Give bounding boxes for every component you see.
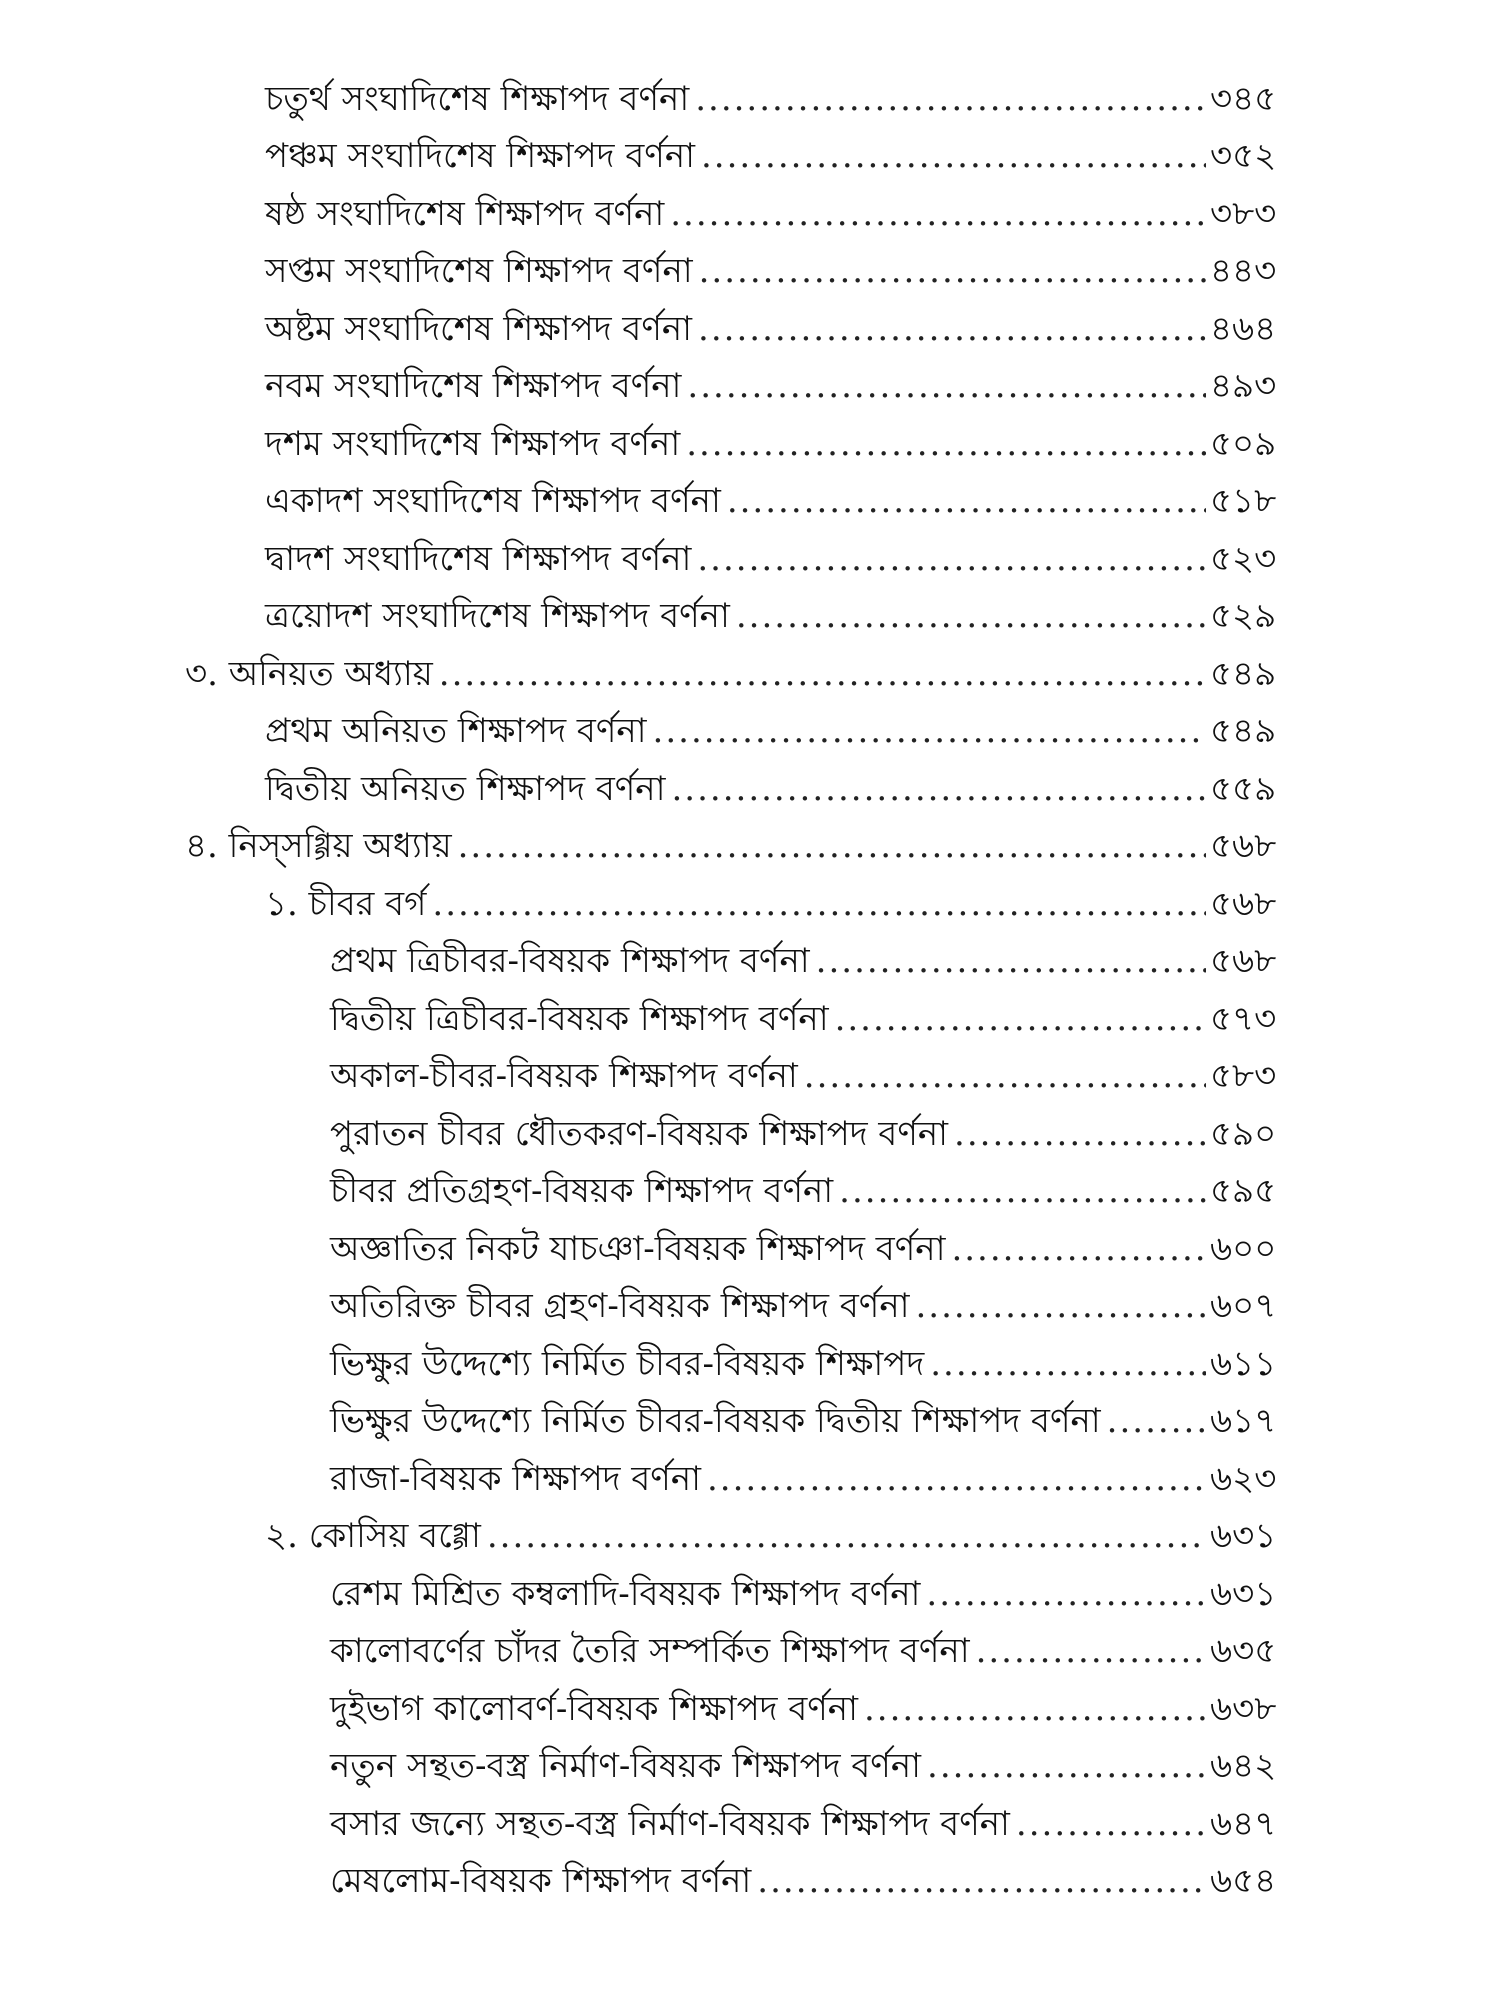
dot-leader — [695, 82, 1206, 116]
toc-entry-title: অষ্টম সংঘাদিশেষ শিক্ষাপদ বর্ণনা — [265, 308, 693, 349]
dot-leader — [1107, 1404, 1206, 1438]
toc-entry-page-number: ৫২৯ — [1210, 596, 1277, 637]
toc-entry — [0, 1623, 1500, 1681]
dot-leader — [736, 599, 1206, 633]
toc-entry — [0, 760, 1500, 818]
toc-entry-title: বসার জন্যে সন্থত-বস্ত্র নির্মাণ-বিষয়ক শিক্ষাপদ বর্ণনা — [330, 1803, 1010, 1844]
toc-entry-title: পঞ্চম সংঘাদিশেষ শিক্ষাপদ বর্ণনা — [265, 136, 695, 177]
toc-entry — [0, 530, 1500, 588]
dot-leader — [835, 1002, 1206, 1036]
toc-entry — [0, 1393, 1500, 1451]
dot-leader — [816, 944, 1206, 978]
dot-leader — [671, 772, 1206, 806]
toc-entry — [0, 300, 1500, 358]
toc-entry-title: নতুন সন্থত-বস্ত্র নির্মাণ-বিষয়ক শিক্ষাপদ বর্ণনা — [330, 1746, 922, 1787]
toc-entry-title: ষষ্ঠ সংঘাদিশেষ শিক্ষাপদ বর্ণনা — [265, 193, 665, 234]
dot-leader — [1016, 1807, 1206, 1841]
toc-entry-page-number: ৪৪৩ — [1210, 251, 1277, 292]
toc-entry-page-number: ৩৫২ — [1210, 136, 1277, 177]
toc-entry-page-number: ৬১১ — [1210, 1343, 1277, 1384]
toc-entry-page-number: ৫৪৯ — [1210, 653, 1277, 694]
toc-entry — [0, 1220, 1500, 1278]
toc-entry — [0, 243, 1500, 301]
toc-entry — [0, 990, 1500, 1048]
toc-entry — [0, 1335, 1500, 1393]
toc-entry-page-number: ৬৩১ — [1210, 1573, 1277, 1614]
toc-entry-page-number: ৩৪৫ — [1210, 78, 1277, 119]
dot-leader — [670, 197, 1206, 231]
table-of-contents — [0, 70, 1500, 1910]
dot-leader — [976, 1634, 1206, 1668]
dot-leader — [653, 714, 1206, 748]
toc-entry-page-number: ৫৫৯ — [1210, 768, 1277, 809]
toc-entry-page-number: ৫০৯ — [1210, 423, 1277, 464]
toc-entry — [0, 1738, 1500, 1796]
toc-entry — [0, 588, 1500, 646]
toc-entry-page-number: ৫৭৩ — [1210, 998, 1277, 1039]
toc-entry-page-number: ৫৬৮ — [1210, 883, 1277, 924]
toc-entry — [0, 1680, 1500, 1738]
toc-entry-title: সপ্তম সংঘাদিশেষ শিক্ষাপদ বর্ণনা — [265, 251, 693, 292]
toc-entry — [0, 875, 1500, 933]
dot-leader — [697, 542, 1206, 576]
toc-entry — [0, 185, 1500, 243]
toc-entry-title: ৪. নিস্সগ্গিয় অধ্যায় — [185, 826, 452, 867]
toc-entry-page-number: ৬৩১ — [1210, 1516, 1277, 1557]
toc-entry-page-number: ৫৮৩ — [1210, 1056, 1277, 1097]
toc-entry-title: ভিক্ষুর উদ্দেশ্যে নির্মিত চীবর-বিষয়ক দ্বিতীয় শিক্ষাপদ বর্ণনা — [330, 1401, 1101, 1442]
toc-entry-title: রেশম মিশ্রিত কম্বলাদি-বিষয়ক শিক্ষাপদ বর্ণনা — [330, 1573, 921, 1614]
dot-leader — [954, 1117, 1206, 1151]
toc-entry-page-number: ৫৯০ — [1210, 1113, 1277, 1154]
toc-entry — [0, 703, 1500, 761]
toc-entry — [0, 473, 1500, 531]
toc-entry — [0, 1795, 1500, 1853]
toc-entry — [0, 645, 1500, 703]
toc-entry-page-number: ৬৪৭ — [1210, 1803, 1277, 1844]
toc-entry-page-number: ৬৫৪ — [1210, 1861, 1277, 1902]
toc-entry — [0, 128, 1500, 186]
toc-entry-title: ত্রয়োদশ সংঘাদিশেষ শিক্ষাপদ বর্ণনা — [265, 596, 730, 637]
toc-entry — [0, 818, 1500, 876]
toc-entry-title: ২. কোসিয় বগ্গো — [265, 1516, 481, 1557]
toc-entry-page-number: ৫৬৮ — [1210, 941, 1277, 982]
toc-entry — [0, 1450, 1500, 1508]
toc-entry-page-number: ৪৬৪ — [1210, 308, 1277, 349]
toc-entry-title: দ্বাদশ সংঘাদিশেষ শিক্ষাপদ বর্ণনা — [265, 538, 692, 579]
toc-entry-title: ১. চীবর বর্গ — [265, 883, 427, 924]
dot-leader — [839, 1174, 1206, 1208]
toc-entry-page-number: ৬০০ — [1210, 1228, 1277, 1269]
toc-entry — [0, 415, 1500, 473]
toc-entry-title: রাজা-বিষয়ক শিক্ষাপদ বর্ণনা — [330, 1458, 701, 1499]
toc-entry-page-number: ৪৯৩ — [1210, 366, 1277, 407]
toc-entry-title: অজ্ঞাতির নিকট যাচঞা-বিষয়ক শিক্ষাপদ বর্ণনা — [330, 1228, 946, 1269]
toc-entry — [0, 1048, 1500, 1106]
toc-entry — [0, 933, 1500, 991]
dot-leader — [458, 829, 1206, 863]
toc-entry-page-number: ৫১৮ — [1210, 481, 1277, 522]
toc-entry — [0, 1278, 1500, 1336]
toc-entry-title: মেষলোম-বিষয়ক শিক্ষাপদ বর্ণনা — [330, 1861, 752, 1902]
dot-leader — [487, 1519, 1206, 1553]
dot-leader — [727, 484, 1206, 518]
toc-entry-title: নবম সংঘাদিশেষ শিক্ষাপদ বর্ণনা — [265, 366, 682, 407]
dot-leader — [699, 254, 1206, 288]
dot-leader — [804, 1059, 1206, 1093]
dot-leader — [927, 1749, 1206, 1783]
dot-leader — [864, 1692, 1206, 1726]
toc-entry-title: ভিক্ষুর উদ্দেশ্যে নির্মিত চীবর-বিষয়ক শিক্ষাপদ — [330, 1343, 925, 1384]
dot-leader — [686, 427, 1206, 461]
toc-entry — [0, 1163, 1500, 1221]
dot-leader — [916, 1289, 1207, 1323]
toc-entry — [0, 1565, 1500, 1623]
toc-entry-title: কালোবর্ণের চাঁদর তৈরি সম্পর্কিত শিক্ষাপদ বর্ণনা — [330, 1631, 970, 1672]
toc-entry-title: অকাল-চীবর-বিষয়ক শিক্ষাপদ বর্ণনা — [330, 1056, 798, 1097]
toc-entry-title: দশম সংঘাদিশেষ শিক্ষাপদ বর্ণনা — [265, 423, 681, 464]
toc-entry-title: পুরাতন চীবর ধৌতকরণ-বিষয়ক শিক্ষাপদ বর্ণনা — [330, 1113, 949, 1154]
toc-entry-title: চীবর প্রতিগ্রহণ-বিষয়ক শিক্ষাপদ বর্ণনা — [330, 1171, 834, 1212]
toc-entry-page-number: ৬৩৫ — [1210, 1631, 1277, 1672]
toc-entry-title: ৩. অনিয়ত অধ্যায় — [185, 653, 433, 694]
toc-entry — [0, 70, 1500, 128]
toc-entry-title: প্রথম অনিয়ত শিক্ষাপদ বর্ণনা — [265, 711, 647, 752]
toc-entry-title: প্রথম ত্রিচীবর-বিষয়ক শিক্ষাপদ বর্ণনা — [330, 941, 810, 982]
toc-entry-page-number: ৩৮৩ — [1210, 193, 1277, 234]
toc-entry-page-number: ৬২৩ — [1210, 1458, 1277, 1499]
toc-entry-title: দ্বিতীয় অনিয়ত শিক্ষাপদ বর্ণনা — [265, 768, 666, 809]
toc-entry-page-number: ৫২৩ — [1210, 538, 1277, 579]
toc-entry — [0, 1105, 1500, 1163]
toc-entry-page-number: ৬৪২ — [1210, 1746, 1277, 1787]
toc-entry-page-number: ৫৯৫ — [1210, 1171, 1277, 1212]
toc-entry-page-number: ৬০৭ — [1210, 1286, 1277, 1327]
toc-entry-title: একাদশ সংঘাদিশেষ শিক্ষাপদ বর্ণনা — [265, 481, 721, 522]
dot-leader — [687, 369, 1206, 403]
toc-entry — [0, 1508, 1500, 1566]
dot-leader — [439, 657, 1206, 691]
dot-leader — [757, 1864, 1206, 1898]
toc-entry-title: দ্বিতীয় ত্রিচীবর-বিষয়ক শিক্ষাপদ বর্ণনা — [330, 998, 829, 1039]
toc-entry-title: অতিরিক্ত চীবর গ্রহণ-বিষয়ক শিক্ষাপদ বর্ণনা — [330, 1286, 910, 1327]
dot-leader — [930, 1347, 1206, 1381]
dot-leader — [701, 139, 1206, 173]
toc-entry-title: চতুর্থ সংঘাদিশেষ শিক্ষাপদ বর্ণনা — [265, 78, 690, 119]
toc-entry-page-number: ৬১৭ — [1210, 1401, 1277, 1442]
dot-leader — [707, 1462, 1206, 1496]
toc-entry-page-number: ৬৩৮ — [1210, 1688, 1277, 1729]
toc-entry — [0, 358, 1500, 416]
toc-entry-page-number: ৫৪৯ — [1210, 711, 1277, 752]
toc-entry — [0, 1853, 1500, 1911]
dot-leader — [432, 887, 1206, 921]
dot-leader — [926, 1577, 1206, 1611]
dot-leader — [698, 312, 1206, 346]
toc-entry-title: দুইভাগ কালোবর্ণ-বিষয়ক শিক্ষাপদ বর্ণনা — [330, 1688, 858, 1729]
dot-leader — [951, 1232, 1206, 1266]
toc-entry-page-number: ৫৬৮ — [1210, 826, 1277, 867]
